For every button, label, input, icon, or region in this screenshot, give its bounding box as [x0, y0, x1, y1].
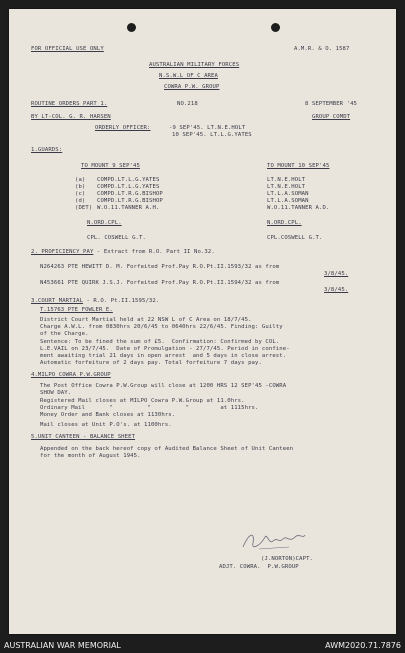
column-title-left: TO MOUNT 9 SEP'45 — [81, 163, 140, 169]
guard-left: COMPD.LT.L.G.YATES — [97, 177, 160, 183]
issued-by: BY LT-COL. G. R. HARSEN — [31, 114, 111, 120]
court-martial-line: District Court Martial held at 22 NSW L of C Area on 18/7/45. — [40, 317, 252, 323]
guard-left: COMPD.LT.R.G.BISHOP — [97, 191, 163, 197]
orderly-officer-label: ORDERLY OFFICER: — [95, 125, 151, 131]
punch-hole — [127, 23, 136, 32]
mail-line: The Post Office Cowra P.W.Group will close at 1200 HRS 12 SEP'45 -COWRA — [40, 383, 287, 389]
proficiency-date: 3/8/45. — [324, 271, 349, 277]
orderly-officer-line: -9 SEP'45. LT.N.E.HOLT — [169, 125, 246, 131]
section-title: 3.COURT MARTIAL — [31, 298, 84, 304]
classification: FOR OFFICIAL USE ONLY — [31, 46, 104, 52]
mail-line: Ordinary Mail " " " at 1115hrs. — [40, 405, 259, 411]
orderly-officer-line: 10 SEP'45. LT.L.G.YATES — [172, 132, 252, 138]
archive-name: AUSTRALIAN WAR MEMORIAL — [4, 641, 121, 650]
mail-line: Money Order and Bank closes at 1130hrs. — [40, 412, 176, 418]
group-comdt: GROUP COMDT — [312, 114, 351, 120]
signatory-title: ADJT. COWRA. P.W.GROUP — [219, 564, 299, 570]
canteen-line: Appended on the back hereof copy of Audited Balance Sheet of Unit Canteen — [40, 446, 294, 452]
org-area: N.S.W.L OF C AREA — [159, 73, 218, 79]
guard-left: W.O.11.TANNER A.H. — [97, 205, 160, 211]
orders-date: 8 SEPTEMBER '45 — [305, 101, 358, 107]
archive-id: AWM2020.71.7876 — [325, 641, 401, 650]
court-martial-line: L.E.VAIL on 23/7/45. Date of Promulgation - 27/7/45. Period in confine- — [40, 346, 290, 352]
section-heading: 5.UNIT CANTEEN - BALANCE SHEET — [31, 434, 136, 440]
mail-line: Mail closes at Unit P.O's. at 1100hrs. — [40, 422, 172, 428]
guard-right: LT.L.A.SOMAN — [267, 198, 309, 204]
proficiency-line: N453661 PTE QUIRK J.S.J. Forfeited Prof.Pay R.O.Pt.II.1594/32 as from — [40, 280, 280, 286]
orders-number: NO.218 — [177, 101, 198, 107]
guard-right: LT.N.E.HOLT — [267, 177, 306, 183]
section-title: 2. PROFICIENCY PAY — [31, 249, 94, 255]
org-group: COWRA P.W. GROUP — [164, 84, 220, 90]
mail-line: Registered Mail closes at MILPO Cowra P.W.Group at 11.0hrs. — [40, 398, 245, 404]
guard-letter: (DET) — [75, 205, 93, 211]
guard-right: LT.L.A.SOMAN — [267, 191, 309, 197]
column-title-right: TO MOUNT 10 SEP'45 — [267, 163, 330, 169]
canteen-line: for the month of August 1945. — [40, 453, 141, 459]
signatory-name: (J.NORTON)CAPT. — [261, 556, 314, 562]
proficiency-date: 3/8/45. — [324, 287, 349, 293]
guard-cpl-right: CPL.COSWELL G.T. — [267, 235, 323, 241]
section-heading — [31, 298, 159, 305]
archive-footer — [0, 637, 405, 653]
guard-left: COMPD.LT.R.G.BISHOP — [97, 198, 163, 204]
section-heading: 1.GUARDS: — [31, 147, 63, 153]
guard-letter: (c) — [75, 191, 86, 197]
ord-cpl-right: N.ORD.CPL. — [267, 220, 302, 226]
orders-title: ROUTINE ORDERS PART 1. — [31, 101, 108, 107]
guard-letter: (a) — [75, 177, 86, 183]
court-martial-line: Charge A.W.L. from 0830hrs 20/6/45 to 0640hrs 22/6/45. Finding: Guilty — [40, 324, 283, 330]
guard-right: LT.N.E.HOLT — [267, 184, 306, 190]
court-martial-line: ment awaiting trial 21 days in open arrest and 5 days in close arrest. — [40, 353, 287, 359]
mail-line: SHOW DAY. — [40, 390, 72, 396]
guard-letter: (d) — [75, 198, 86, 204]
form-reference: A.M.R. & O. 1587 — [294, 46, 350, 52]
section-subtitle: - Extract from R.O. Part II No.32. — [93, 249, 215, 255]
document-page — [9, 9, 396, 634]
punch-hole — [271, 23, 280, 32]
court-martial-line: Automatic forfeiture of 2 days pay. Total forfeiture 7 days pay. — [40, 360, 262, 366]
guard-cpl-left: CPL. COSWELL G.T. — [87, 235, 146, 241]
handwritten-signature — [239, 525, 309, 555]
guard-left: COMPD.LT.L.G.YATES — [97, 184, 160, 190]
section-subtitle: - R.O. Pt.II.1595/32. — [83, 298, 160, 304]
guard-letter: (b) — [75, 184, 86, 190]
section-heading: 4.MILPO COWRA P.W.GROUP — [31, 372, 111, 378]
court-martial-line: Sentence: To be fined the sum of £5. Confirmation: Confirmed by COL. — [40, 339, 280, 345]
ord-cpl-left: N.ORD.CPL. — [87, 220, 122, 226]
org-name: AUSTRALIAN MILITARY FORCES — [149, 62, 240, 68]
guard-right: W.O.11.TANNER A.D. — [267, 205, 330, 211]
proficiency-line: N264263 PTE HEWITT D. M. Forfeited Prof.Pay R.O.Pt.II.1593/32 as from — [40, 264, 280, 270]
section-heading — [31, 249, 215, 256]
court-martial-subject: T.15763 PTE FOWLER E. — [40, 307, 113, 313]
court-martial-line: of the Charge. — [40, 331, 89, 337]
